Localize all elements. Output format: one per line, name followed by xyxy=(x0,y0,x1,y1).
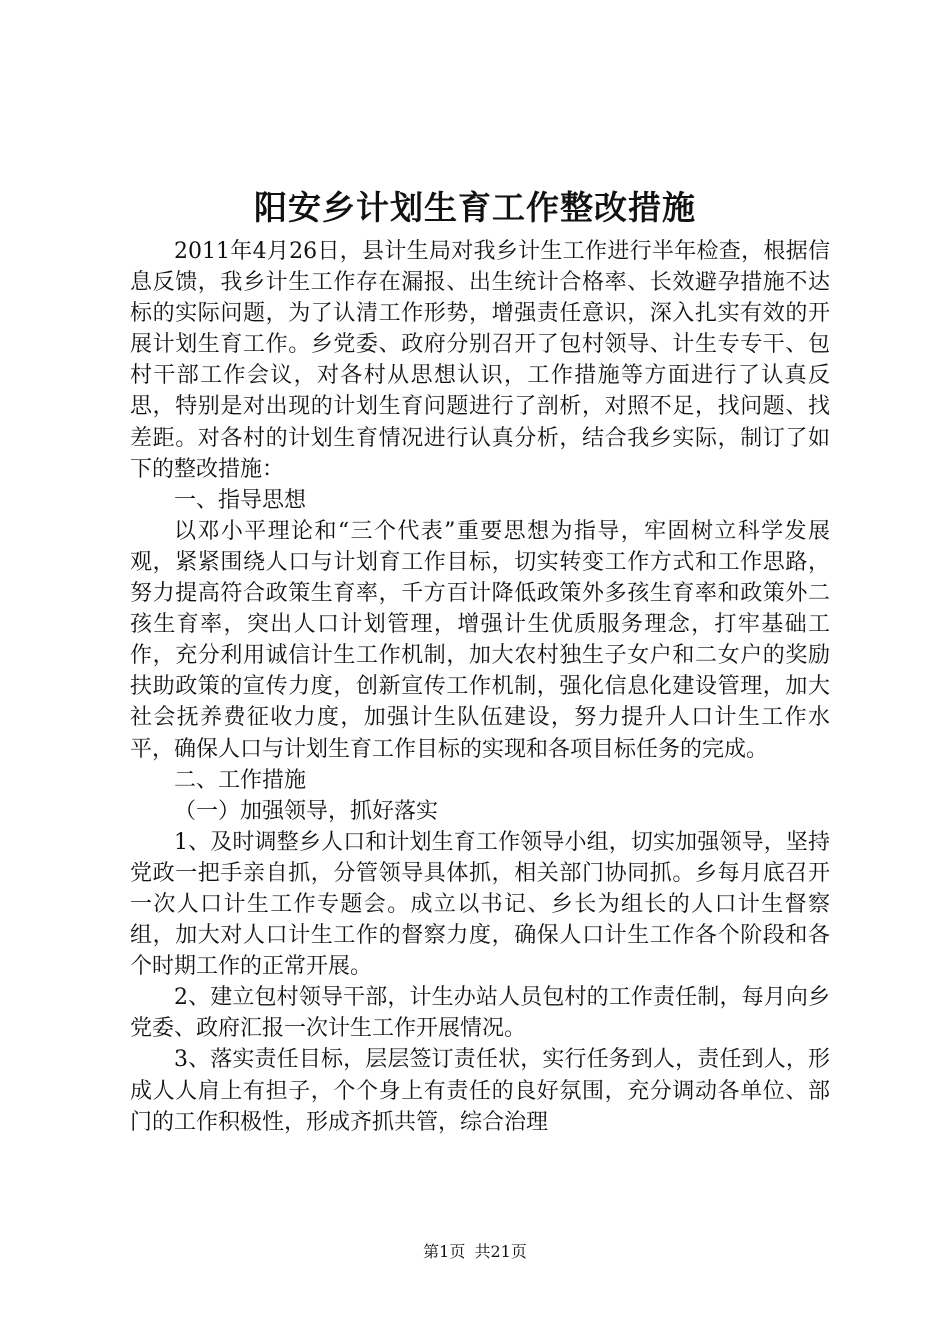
page-footer xyxy=(0,1240,950,1264)
section-heading-work-measures: 二、工作措施 xyxy=(174,767,307,793)
page-total: 共21页 xyxy=(474,1242,527,1261)
document-body xyxy=(130,236,830,1138)
paragraph-measure-3: 3、落实责任目标，层层签订责任状，实行任务到人，责任到人，形成人人肩上有担子，个个身上有责任的良好氛围，充分调动各单位、部门的工作积极性，形成齐抓共管，综合治理 xyxy=(130,1047,830,1135)
paragraph-measure-1: 1、及时调整乡人口和计划生育工作领导小组，切实加强领导，坚持党政一把手亲自抓，分管领导具体抓，相关部门协同抓。乡每月底召开一次人口计生工作专题会。成立以书记、乡长为组长的人口计生督察组，加大对人口计生工作的督察力度，确保人口计生工作各个阶段和各个时期工作的正常开展。 xyxy=(130,829,830,980)
section-heading-guiding-thought: 一、指导思想 xyxy=(174,487,307,513)
document-title: 阳安乡计划生育工作整改措施 xyxy=(254,188,696,227)
paragraph-guiding-thought: 以邓小平理论和“三个代表”重要思想为指导，牢固树立科学发展观，紧紧围绕人口与计划育工作目标，切实转变工作方式和工作思路，努力提高符合政策生育率，千方百计降低政策外多孩生育率和政策外二孩生育率，突出人口计划管理，增强计生优质服务理念，打牢基础工作，充分利用诚信计生工作机制，加大农村独生子女户和二女户的奖励扶助政策的宣传力度，创新宣传工作机制，强化信息化建设管理，加大社会抚养费征收力度，加强计生队伍建设，努力提升人口计生工作水平，确保人口与计划生育工作目标的实现和各项目标任务的完成。 xyxy=(130,518,830,762)
page-number: 第1页 xyxy=(423,1242,466,1261)
paragraph-intro: 2011年4月26日，县计生局对我乡计生工作进行半年检查，根据信息反馈，我乡计生工作存在漏报、出生统计合格率、长效避孕措施不达标的实际问题，为了认清工作形势，增强责任意识，深入扎实有效的开展计划生育工作。乡党委、政府分别召开了包村领导、计生专专干、包村干部工作会议，对各村从思想认识，工作措施等方面进行了认真反思，特别是对出现的计划生育问题进行了剖析，对照不足，找问题、找差距。对各村的计划生育情况进行认真分析，结合我乡实际，制订了如下的整改措施： xyxy=(130,239,830,482)
subsection-heading-leadership: （一）加强领导，抓好落实 xyxy=(174,798,439,824)
paragraph-measure-2: 2、建立包村领导干部，计生办站人员包村的工作责任制，每月向乡党委、政府汇报一次计生工作开展情况。 xyxy=(130,985,830,1042)
